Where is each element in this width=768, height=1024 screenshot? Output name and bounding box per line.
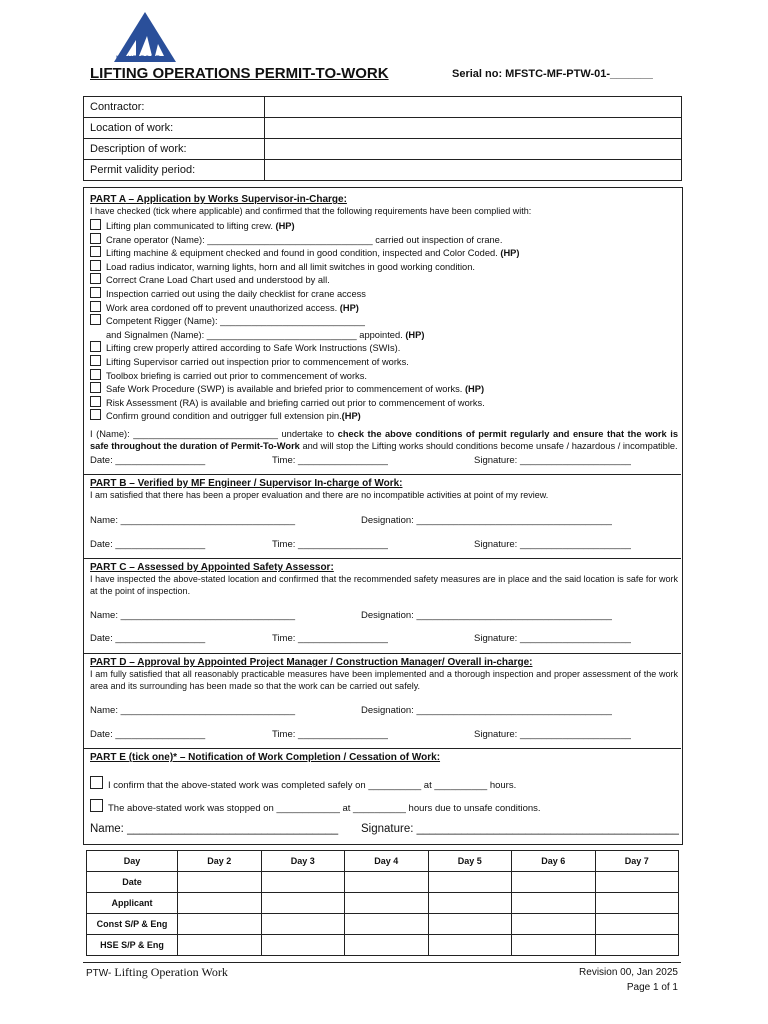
checklist-flag: (HP): [405, 329, 425, 340]
table-header-row: [87, 851, 679, 872]
row-label: HSE S/P & Eng: [87, 935, 178, 956]
checklist-text: Lifting crew properly attired according to Safe Work Instructions (SWIs).: [106, 343, 401, 354]
part-a-time[interactable]: Time: _________________: [272, 455, 388, 466]
permit-info-table: [83, 96, 682, 181]
info-row: [84, 118, 682, 139]
row-label: Applicant: [87, 893, 178, 914]
checklist-item[interactable]: [90, 301, 678, 315]
part-a-date[interactable]: Date: _________________: [90, 455, 206, 466]
checklist-flag: (HP): [464, 384, 485, 395]
table-cell[interactable]: [512, 935, 596, 956]
part-b-designation[interactable]: Designation: _____________________________________: [361, 515, 612, 526]
part-a-title: PART A – Application by Works Supervisor-in-Charge:: [90, 194, 347, 205]
page-title: LIFTING OPERATIONS PERMIT-TO-WORK: [90, 65, 389, 82]
part-d-signature[interactable]: Signature: _____________________: [474, 729, 631, 740]
footer-doc-name: PTW- Lifting Operation Work: [86, 965, 228, 979]
part-a: [90, 194, 678, 452]
checklist-text: Correct Crane Load Chart used and understood by all.: [106, 275, 330, 286]
info-row: [84, 160, 682, 181]
table-cell[interactable]: [261, 935, 345, 956]
table-cell[interactable]: [428, 872, 512, 893]
info-label: Location of work:: [84, 118, 265, 139]
checkbox-icon[interactable]: [90, 260, 101, 271]
table-cell[interactable]: [178, 914, 262, 935]
part-e-option-stopped[interactable]: [90, 799, 541, 814]
table-header-cell: Day 2: [178, 851, 262, 872]
checklist-item[interactable]: [90, 409, 678, 423]
table-cell[interactable]: [345, 914, 429, 935]
checklist-text: Work area cordoned off to prevent unauthorized access.: [106, 302, 340, 313]
checklist-text: Lifting Supervisor carried out inspection prior to commencement of works.: [106, 356, 409, 367]
checklist-flag: (HP): [341, 411, 361, 422]
checkbox-icon[interactable]: [90, 799, 103, 812]
part-d-time[interactable]: Time: _________________: [272, 729, 388, 740]
checklist-text: Confirm ground condition and outrigger full extension pin.: [106, 411, 342, 422]
table-cell[interactable]: [512, 914, 596, 935]
checklist-text: Lifting machine & equipment checked and found in good condition, inspected and Color Coded.: [106, 248, 501, 259]
table-cell[interactable]: [178, 872, 262, 893]
table-header-cell: Day 4: [345, 851, 429, 872]
table-row: [87, 893, 679, 914]
checklist-item[interactable]: [90, 233, 678, 247]
part-d: [90, 657, 678, 692]
checkbox-icon[interactable]: [90, 396, 101, 407]
checklist-text: Load radius indicator, warning lights, horn and all limit switches in good working condition.: [106, 261, 475, 272]
footer-divider: [83, 962, 681, 963]
checklist-text: Inspection carried out using the daily checklist for crane access: [106, 288, 366, 299]
info-label: Description of work:: [84, 139, 265, 160]
row-label: Const S/P & Eng: [87, 914, 178, 935]
part-c-name[interactable]: Name: _________________________________: [90, 610, 295, 621]
checklist-text: Risk Assessment (RA) is available and briefing carried out prior to commencement of works.: [106, 397, 485, 408]
info-label: Permit validity period:: [84, 160, 265, 181]
table-cell[interactable]: [345, 893, 429, 914]
table-cell[interactable]: [178, 893, 262, 914]
part-e-name[interactable]: Name: _________________________________: [90, 823, 339, 835]
checklist-item[interactable]: [90, 369, 678, 383]
table-cell[interactable]: [261, 893, 345, 914]
checklist-text: Competent Rigger (Name): ____________________________: [106, 316, 365, 327]
part-b-name[interactable]: Name: _________________________________: [90, 515, 295, 526]
checklist-flag: (HP): [339, 302, 359, 313]
checkbox-icon[interactable]: [90, 301, 101, 312]
logo-text: MONT FORT: [116, 56, 161, 62]
part-a-intro: I have checked (tick where applicable) and confirmed that the following requirements have been complied with:: [90, 206, 532, 216]
checklist-item[interactable]: [90, 246, 678, 260]
table-cell[interactable]: [345, 935, 429, 956]
checkbox-icon[interactable]: [90, 287, 101, 298]
checklist-item[interactable]: [90, 382, 678, 396]
checklist-item[interactable]: [90, 219, 678, 233]
row-label: Date: [87, 872, 178, 893]
table-header-cell: Day 7: [595, 851, 679, 872]
table-cell[interactable]: [512, 893, 596, 914]
checkbox-icon[interactable]: [90, 233, 101, 244]
part-c: [90, 562, 678, 597]
checkbox-icon[interactable]: [90, 341, 101, 352]
checkbox-icon[interactable]: [90, 246, 101, 257]
table-row: [87, 935, 679, 956]
checklist-item[interactable]: [90, 260, 678, 274]
part-b-time[interactable]: Time: _________________: [272, 539, 388, 550]
table-cell[interactable]: [512, 872, 596, 893]
table-header-cell: Day: [87, 851, 178, 872]
table-header-cell: Day 6: [512, 851, 596, 872]
table-cell[interactable]: [428, 914, 512, 935]
table-cell[interactable]: [345, 872, 429, 893]
checklist-item[interactable]: [90, 355, 678, 369]
checkbox-icon[interactable]: [90, 355, 101, 366]
checklist-item[interactable]: [90, 341, 678, 355]
option-label: The above-stated work was stopped on ____________ at __________ hours due to unsafe conditions.: [108, 803, 541, 814]
info-row: [84, 139, 682, 160]
checklist-item[interactable]: [90, 328, 678, 342]
checkbox-icon[interactable]: [90, 409, 101, 420]
table-cell[interactable]: [595, 893, 679, 914]
table-cell[interactable]: [595, 914, 679, 935]
part-c-designation[interactable]: Designation: _____________________________________: [361, 610, 612, 621]
part-a-checklist: [90, 219, 678, 423]
location-field[interactable]: [265, 118, 682, 139]
part-b: [90, 478, 678, 500]
checklist-item[interactable]: [90, 314, 678, 328]
part-d-text: I am fully satisfied that all reasonably practicable measures have been implemented and a thorough inspection and proper assessment of the work area and its surrounding has been made so that the work can be carried out safely.: [90, 669, 678, 691]
table-cell[interactable]: [178, 935, 262, 956]
part-c-divider: [83, 558, 681, 559]
checkbox-icon[interactable]: [90, 776, 103, 789]
part-d-date[interactable]: Date: _________________: [90, 729, 206, 740]
table-cell[interactable]: [428, 935, 512, 956]
checklist-item[interactable]: [90, 273, 678, 287]
serial-number: Serial no: MFSTC-MF-PTW-01-_______: [452, 68, 653, 80]
table-cell[interactable]: [261, 914, 345, 935]
contractor-field[interactable]: [265, 97, 682, 118]
part-e-title: PART E (tick one)* – Notification of Work Completion / Cessation of Work:: [90, 752, 441, 763]
checklist-item[interactable]: [90, 287, 678, 301]
part-d-divider: [83, 653, 681, 654]
part-c-date[interactable]: Date: _________________: [90, 633, 206, 644]
part-c-time[interactable]: Time: _________________: [272, 633, 388, 644]
daily-sign-off-table: [86, 850, 679, 956]
part-b-title: PART B – Verified by MF Engineer / Supervisor In-charge of Work:: [90, 478, 403, 489]
info-label: Contractor:: [84, 97, 265, 118]
checkbox-icon[interactable]: [90, 273, 101, 284]
table-row: [87, 872, 679, 893]
part-e-signature[interactable]: Signature: _________________________________________: [361, 823, 679, 835]
option-label: I confirm that the above-stated work was completed safely on __________ at __________ hours.: [108, 780, 517, 791]
validity-field[interactable]: [265, 160, 682, 181]
checkbox-icon[interactable]: [90, 382, 101, 393]
table-cell[interactable]: [595, 872, 679, 893]
part-b-text: I am satisfied that there has been a proper evaluation and there are no incompatible activities at point of my review.: [90, 490, 549, 500]
info-row: [84, 97, 682, 118]
checklist-flag: (HP): [275, 221, 295, 231]
checkbox-icon[interactable]: [90, 369, 101, 380]
part-b-date[interactable]: Date: _________________: [90, 539, 206, 550]
table-row: [87, 914, 679, 935]
table-header-cell: Day 3: [261, 851, 345, 872]
part-d-name[interactable]: Name: _________________________________: [90, 705, 295, 716]
description-field[interactable]: [265, 139, 682, 160]
checklist-text: Crane operator (Name): ________________________________ carried out inspection of crane.: [106, 234, 503, 245]
part-a-undertaking: I (Name): ____________________________ undertake to check the above conditions of permit regularly and ensure that the work is safe throughout the duration of Permit-To-Work and will stop the Lifting works should conditions become unsafe / hazardous / incompatible.: [90, 428, 678, 451]
table-cell[interactable]: [261, 872, 345, 893]
checklist-item[interactable]: [90, 396, 678, 410]
checkbox-icon[interactable]: [90, 219, 101, 230]
part-e-option-completed[interactable]: [90, 776, 516, 791]
part-d-title: PART D – Approval by Appointed Project Manager / Construction Manager/ Overall in-charge:: [90, 657, 533, 668]
checklist-text: Lifting plan communicated to lifting crew.: [106, 221, 276, 231]
table-header-cell: Day 5: [428, 851, 512, 872]
checklist-text: Safe Work Procedure (SWP) is available and briefed prior to commencement of works.: [106, 384, 465, 395]
part-b-divider: [83, 474, 681, 475]
footer-revision: Revision 00, Jan 2025: [579, 967, 678, 978]
checklist-flag: (HP): [500, 248, 520, 259]
part-d-designation[interactable]: Designation: _____________________________________: [361, 705, 612, 716]
table-cell[interactable]: [595, 935, 679, 956]
part-a-signature[interactable]: Signature: _____________________: [474, 455, 631, 466]
part-e-divider: [83, 748, 681, 749]
checklist-text: Toolbox briefing is carried out prior to commencement of works.: [106, 370, 367, 381]
footer-page: Page 1 of 1: [626, 982, 678, 993]
table-cell[interactable]: [428, 893, 512, 914]
part-c-title: PART C – Assessed by Appointed Safety Assessor:: [90, 562, 334, 573]
part-b-signature[interactable]: Signature: _____________________: [474, 539, 631, 550]
checkbox-icon[interactable]: [90, 314, 101, 325]
part-c-signature[interactable]: Signature: _____________________: [474, 633, 631, 644]
checklist-text: and Signalmen (Name): _____________________________ appointed.: [106, 329, 406, 340]
part-c-text: I have inspected the above-stated location and confirmed that the recommended safety measures are in place and the said location is safe for work at the point of inspection.: [90, 574, 678, 596]
